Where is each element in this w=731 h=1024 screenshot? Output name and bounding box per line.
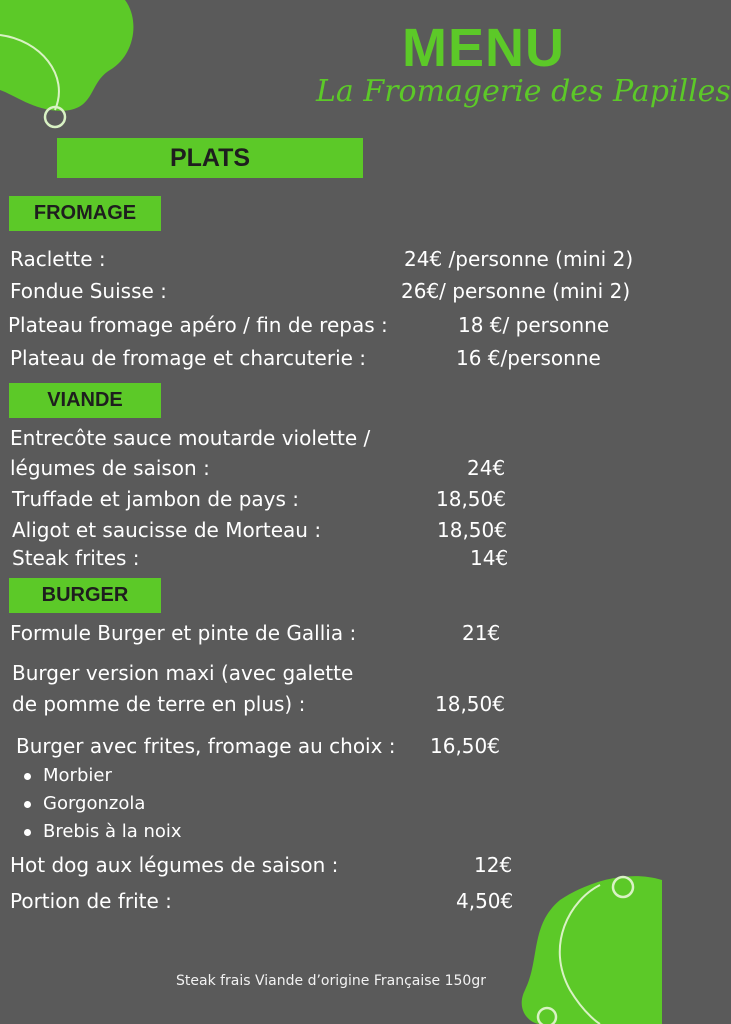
menu-item-name: Portion de frite :: [10, 889, 172, 913]
bottom-right-blob-icon: [522, 876, 662, 1024]
menu-item-name: Truffade et jambon de pays :: [12, 487, 299, 511]
menu-title: MENU: [402, 18, 565, 78]
section-viande-label: VIANDE: [9, 383, 161, 418]
menu-item-price: 16,50€: [430, 734, 500, 758]
menu-item-name: Burger version maxi (avec galette: [12, 661, 354, 685]
menu-item-price: 24€: [467, 456, 506, 480]
plats-banner: PLATS: [57, 138, 363, 178]
menu-item-name: Plateau fromage apéro / fin de repas :: [8, 313, 388, 337]
list-item: Gorgonzola: [20, 790, 182, 818]
menu-item-price: 18,50€: [437, 518, 507, 542]
list-item: Brebis à la noix: [20, 818, 182, 846]
menu-item-name: Burger avec frites, fromage au choix :: [16, 734, 396, 758]
footer-note: Steak frais Viande d’origine Française 150gr: [176, 973, 486, 989]
menu-item-name: Plateau de fromage et charcuterie :: [10, 346, 367, 370]
menu-item-price: 14€: [470, 546, 509, 570]
section-burger-label: BURGER: [9, 578, 161, 613]
menu-item-name: Aligot et saucisse de Morteau :: [12, 518, 322, 542]
menu-item-price: 26€/ personne (mini 2): [401, 279, 631, 303]
menu-item-name: de pomme de terre en plus) :: [12, 692, 306, 716]
menu-item-name: Steak frites :: [12, 546, 140, 570]
top-left-blob-icon: [0, 0, 133, 127]
section-fromage-label: FROMAGE: [9, 196, 161, 231]
menu-item-name: Raclette :: [10, 247, 106, 271]
menu-item-price: 24€ /personne (mini 2): [404, 247, 634, 271]
menu-item-price: 4,50€: [456, 889, 514, 913]
list-item: Morbier: [20, 762, 182, 790]
menu-item-name: Hot dog aux légumes de saison :: [10, 853, 339, 877]
menu-item-price: 18 €/ personne: [458, 313, 610, 337]
menu-item-price: 16 €/personne: [456, 346, 601, 370]
menu-item-price: 21€: [462, 621, 501, 645]
menu-item-name: Entrecôte sauce moutarde violette /: [10, 426, 371, 450]
cheese-options-list: [20, 762, 182, 846]
menu-item-name: Formule Burger et pinte de Gallia :: [10, 621, 357, 645]
restaurant-name: La Fromagerie des Papilles: [316, 74, 731, 109]
menu-item-name: légumes de saison :: [10, 456, 210, 480]
menu-item-price: 18,50€: [435, 692, 505, 716]
menu-item-price: 18,50€: [436, 487, 506, 511]
menu-item-price: 12€: [474, 853, 513, 877]
menu-item-name: Fondue Suisse :: [10, 279, 167, 303]
